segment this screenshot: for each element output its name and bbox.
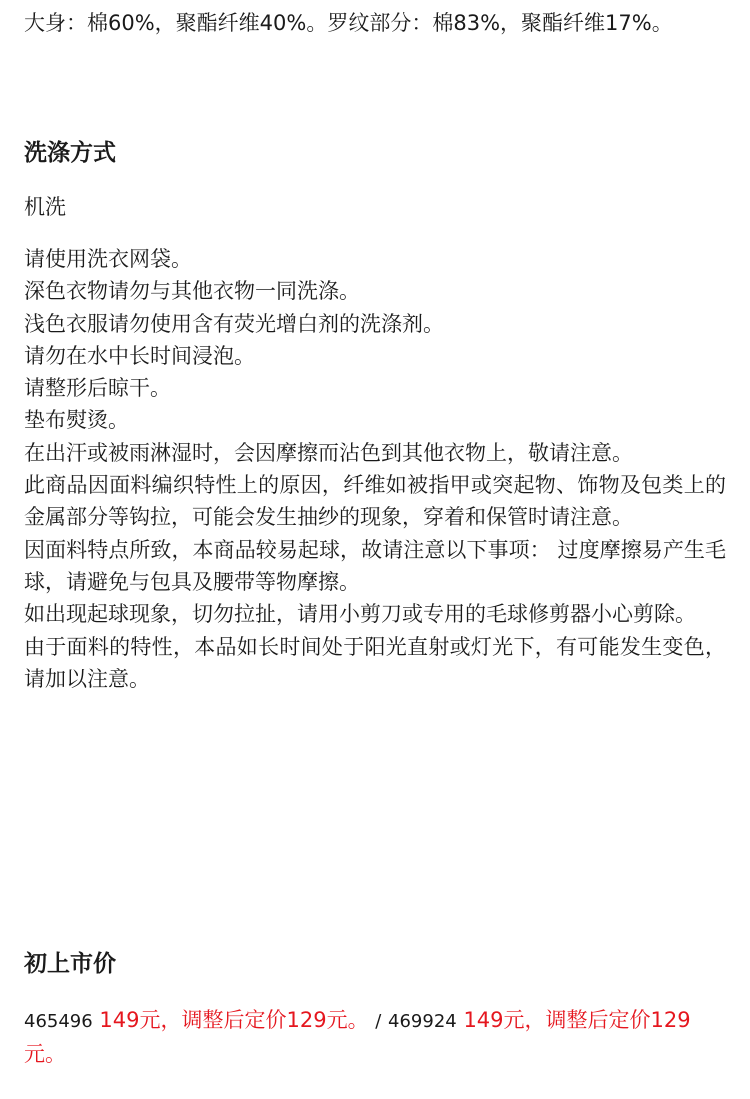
material-composition: 大身：棉60%，聚酯纤维40%。罗纹部分：棉83%，聚酯纤维17%。 [24, 11, 673, 35]
product-code: 465496 [24, 1011, 93, 1032]
care-instruction: 请使用洗衣网袋。 [24, 247, 192, 271]
wash-section-title: 洗涤方式 [24, 140, 116, 166]
care-instruction: 垫布熨烫。 [24, 408, 129, 433]
care-instruction: 请整形后晾干。 [24, 376, 171, 401]
care-instruction: 因面料特点所致，本商品较易起球，故请注意以下事项： 过度摩擦易产生毛球，请避免与包具及腰带等物摩擦。 [24, 537, 726, 594]
care-instruction: 浅色衣服请勿使用含有荧光增白剂的洗涤剂。 [24, 311, 444, 336]
care-instruction: 请勿在水中长时间浸泡。 [24, 343, 255, 368]
price-section-title: 初上市价 [24, 951, 116, 977]
care-instruction: 如出现起球现象，切勿拉扯，请用小剪刀或专用的毛球修剪器小心剪除。 [24, 602, 696, 627]
care-instruction: 深色衣物请勿与其他衣物一同洗涤。 [24, 279, 360, 304]
care-instructions-list [24, 243, 726, 695]
care-instruction: 在出汗或被雨淋湿时，会因摩擦而沾色到其他衣物上，敬请注意。 [24, 440, 633, 465]
care-instruction: 此商品因面料编织特性上的原因，纤维如被指甲或突起物、饰物及包类上的金属部分等钩拉，可能会发生抽纱的现象，穿着和保管时请注意。 [24, 473, 726, 530]
price-separator: / [375, 1011, 382, 1032]
care-instruction: 由于面料的特性，本品如长时间处于阳光直射或灯光下，有可能发生变色，请加以注意。 [24, 634, 726, 691]
product-code: 469924 [388, 1011, 457, 1032]
price-text: 149元，调整后定价129元。 [99, 1008, 369, 1032]
price-line [24, 1004, 726, 1071]
price-text: 149元，调整后定价129元。 [24, 1008, 691, 1066]
wash-method: 机洗 [24, 195, 66, 219]
